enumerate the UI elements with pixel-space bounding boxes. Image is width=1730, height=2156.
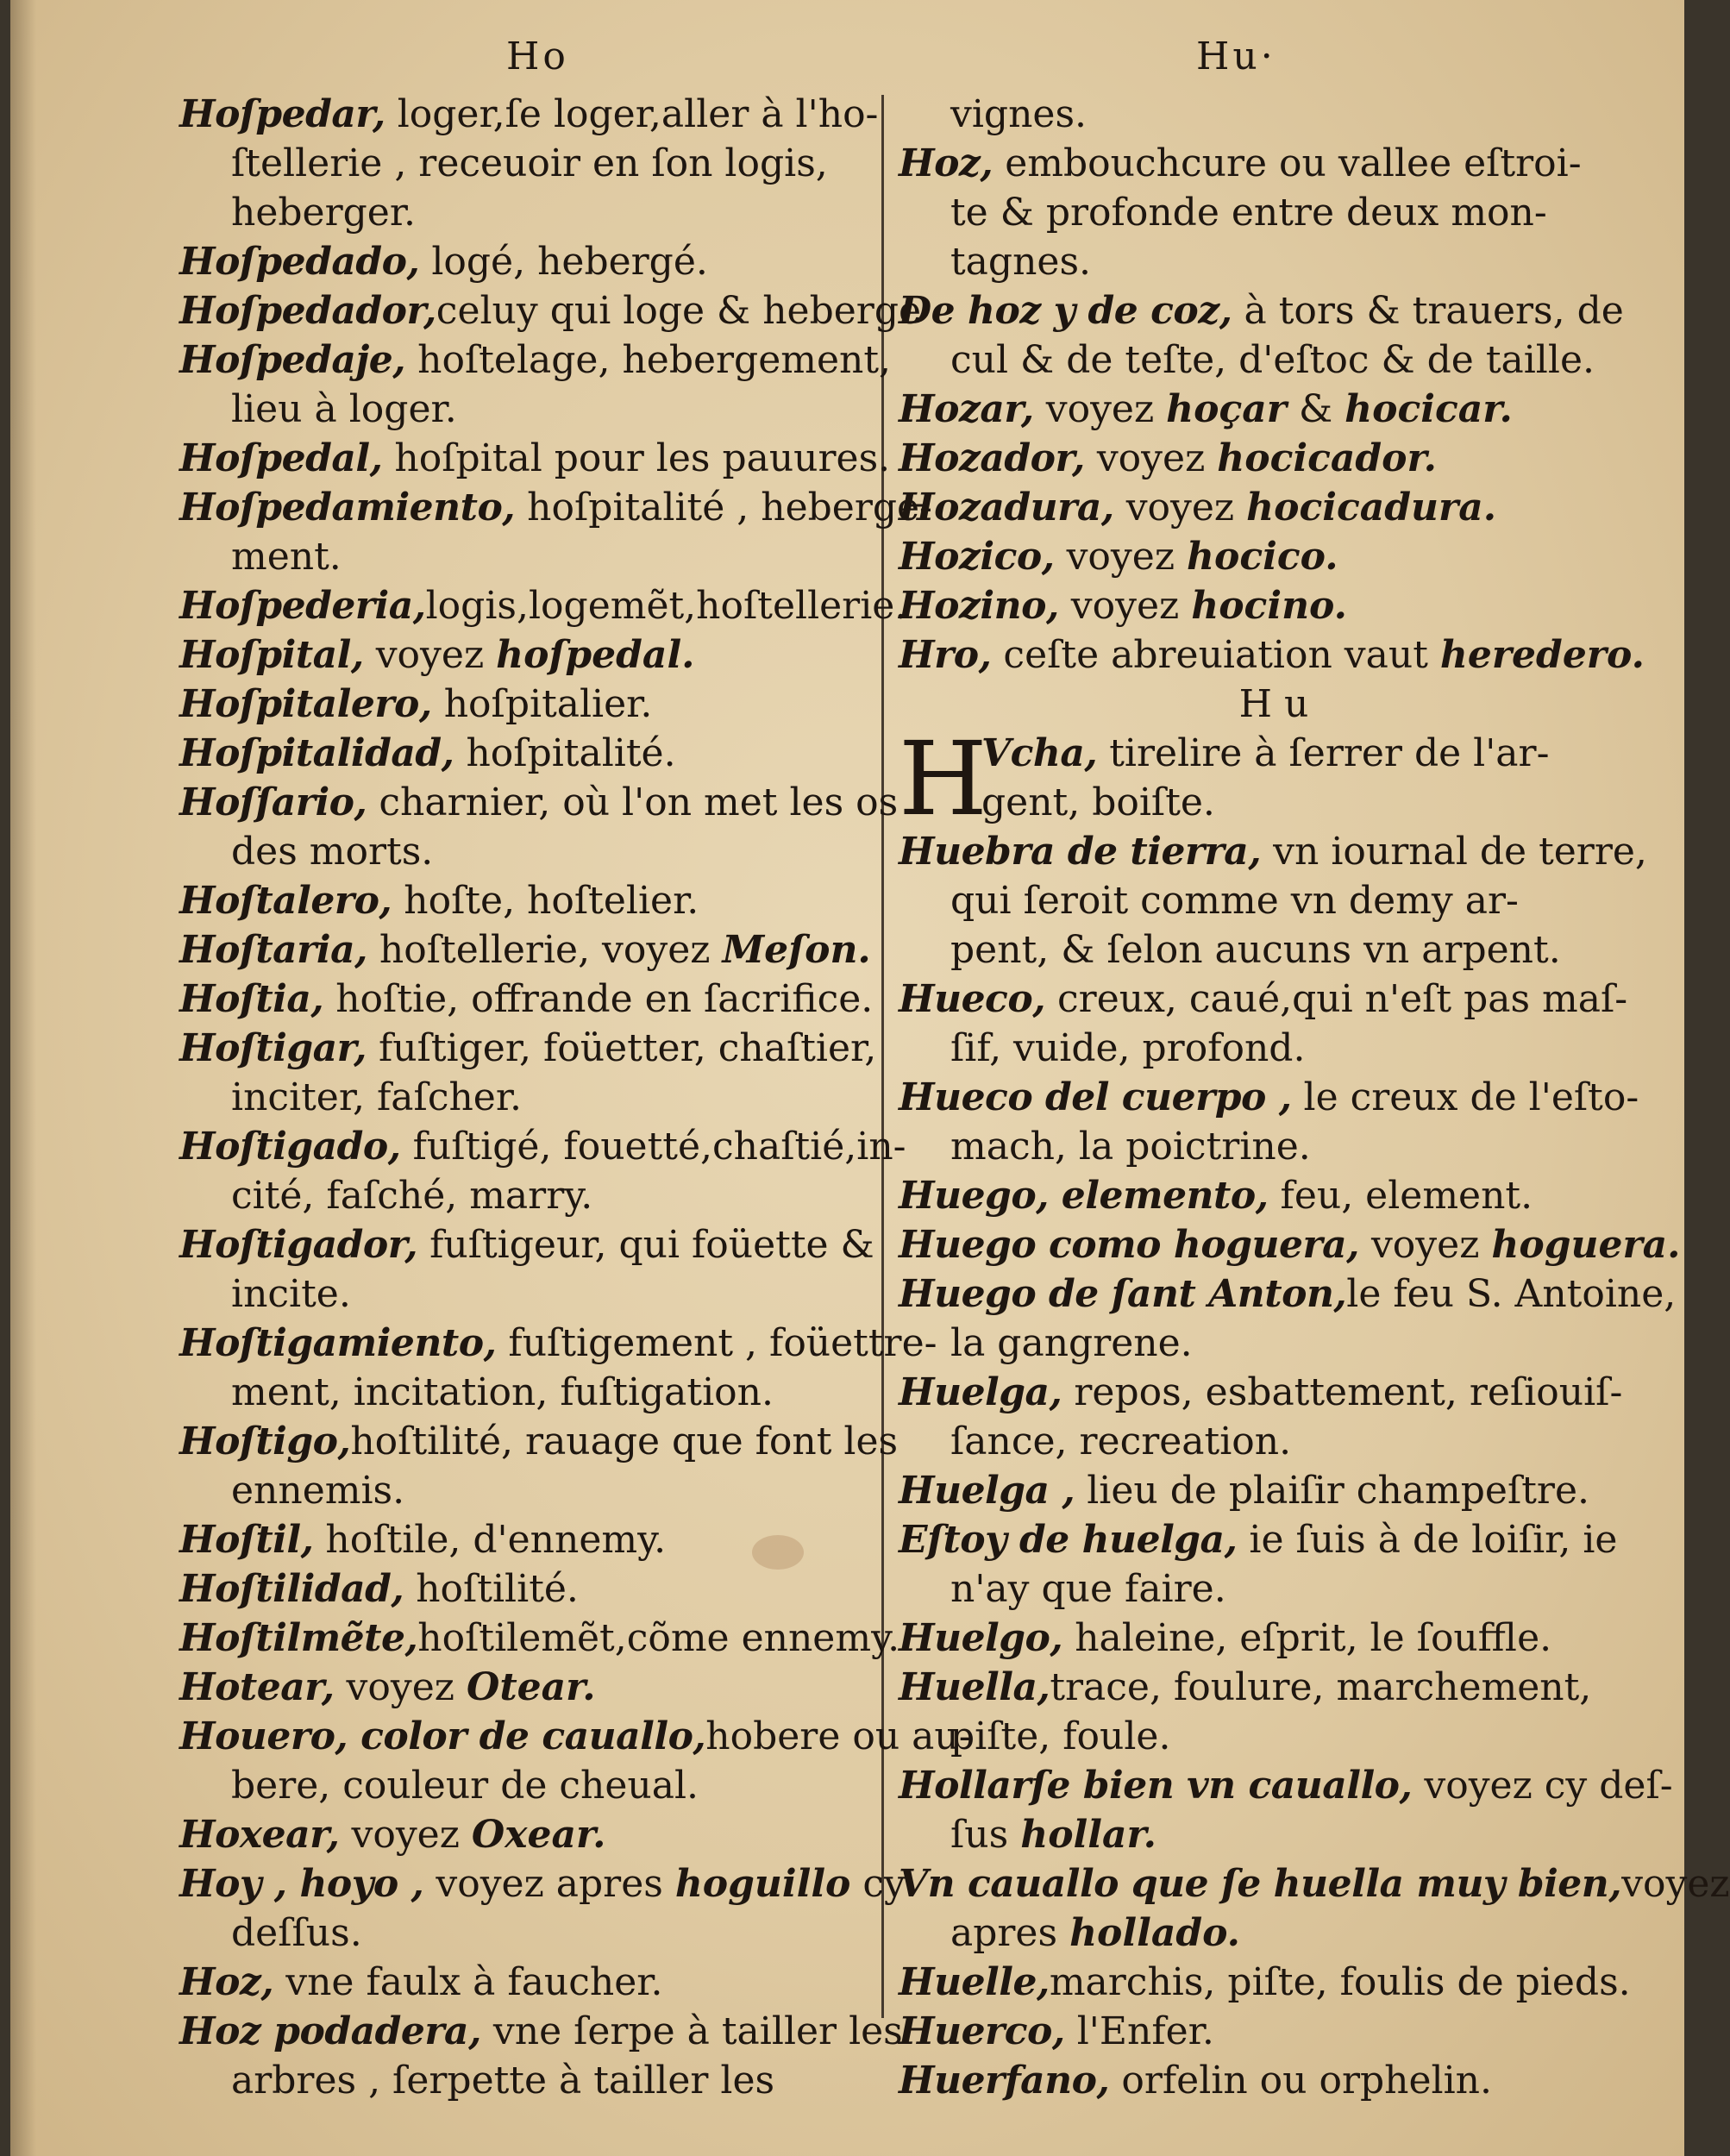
entry (899, 2007, 1649, 2056)
cross-reference: hocicador. (1217, 436, 1437, 480)
entry (899, 1958, 1649, 2007)
definition: voyez (1125, 486, 1235, 530)
definition: logis,logemẽt,hoſtellerie. (425, 584, 907, 628)
headword: Houero, color de cauallo, (179, 1714, 706, 1758)
cross-reference: Oxear. (471, 1813, 606, 1857)
definition: hobere ou au- (705, 1714, 972, 1758)
entry (899, 1515, 1649, 1564)
section-heading: H u (1238, 682, 1309, 726)
definition: marchis, piſte, foulis de pieds. (1049, 1960, 1631, 2004)
cross-reference: hoçar (1166, 387, 1287, 431)
entry (899, 385, 1649, 434)
headword: Hoſpitalero, (179, 682, 432, 726)
definition: hoſtie, offrande en ſacrifice. (335, 977, 874, 1021)
running-head-right: Hu· (1196, 34, 1276, 78)
cross-reference: hoguillo (674, 1862, 851, 1906)
headword: Huebra de tierra, (899, 830, 1262, 874)
headword: Huella, (899, 1665, 1050, 1709)
definition: le feu S. Antoine, (1346, 1272, 1677, 1316)
entry-continuation: cité, faſché, marry. (231, 1174, 593, 1218)
entry-continuation: gent, boiſte. (981, 780, 1215, 824)
entry-continuation: ſtellerie , receuoir en ſon logis, (231, 141, 828, 185)
headword: Hoſtigador, (179, 1223, 418, 1267)
headword: Hoz, (179, 1960, 274, 2004)
entry (899, 532, 1649, 581)
headword: Hoſpedado, (179, 240, 420, 284)
headword: Huego de ſant Anton, (899, 1272, 1347, 1316)
entry-continuation: vignes. (950, 92, 1088, 136)
entry (899, 1614, 1649, 1663)
definition: hoſpitalité , heberge- (527, 486, 932, 530)
headword: Hozico, (899, 535, 1055, 579)
cross-reference: Meſon. (722, 928, 871, 972)
entry (899, 286, 1649, 335)
headword: Huego como hoguera, (899, 1223, 1359, 1267)
entry (179, 1958, 876, 2007)
headword: De hoz y de coz, (899, 289, 1232, 333)
headword: Hoſpedamiento, (179, 486, 516, 530)
entry (179, 630, 876, 680)
definition: embouchcure ou vallee eſtroi- (1005, 141, 1582, 185)
entry (899, 1368, 1649, 1417)
definition: fuſtigé, fouetté,chaſtié,in- (412, 1125, 906, 1169)
entry (179, 1663, 876, 1712)
entry (899, 975, 1649, 1024)
entry-continuation: la gangrene. (950, 1321, 1193, 1365)
entry (179, 581, 907, 630)
definition: voyez (1070, 584, 1180, 628)
entry-continuation: incite. (231, 1272, 351, 1316)
entry (179, 778, 899, 827)
entry-continuation: pent, & ſelon aucuns vn arpent. (950, 928, 1561, 972)
definition: le creux de l'eſto- (1303, 1075, 1639, 1119)
definition: creux, caué,qui n'eſt pas maſ- (1057, 977, 1628, 1021)
headword: Hoſpedador, (179, 289, 436, 333)
headword: Huelga , (899, 1469, 1075, 1513)
headword: Hoſtil, (179, 1518, 314, 1562)
entry (899, 1466, 1649, 1515)
definition: ie ſuis à de loiſir, ie (1249, 1518, 1618, 1562)
entry (179, 237, 876, 286)
cross-reference: hocicadura. (1246, 486, 1497, 530)
entry (179, 1515, 876, 1564)
headword: Hoſtigado, (179, 1125, 401, 1169)
headword: Hoſtigamiento, (179, 1321, 497, 1365)
definition: l'Enfer. (1076, 2009, 1214, 2053)
definition: fuſtigement , foüettre- (508, 1321, 937, 1365)
entry (179, 876, 876, 925)
definition: lieu de plaiſir champeſtre. (1087, 1469, 1589, 1513)
definition: trace, foulure, marchement, (1050, 1665, 1592, 1709)
headword: Hoſpedaje, (179, 338, 406, 382)
definition: voyez (1370, 1223, 1480, 1267)
headword: Hoſpital, (179, 633, 364, 677)
headword: Hoy , hoyo , (179, 1862, 424, 1906)
entry-continuation: ennemis. (231, 1469, 405, 1513)
entry-continuation: deſſus. (231, 1911, 362, 1955)
entry-continuation (899, 1810, 1649, 1859)
definition: vne faulx à faucher. (285, 1960, 663, 2004)
entry-continuation: ſance, recreation. (950, 1420, 1292, 1463)
page-edge-shadow (10, 0, 36, 2156)
definition: haleine, eſprit, le ſouffle. (1075, 1616, 1552, 1660)
entry (899, 483, 1649, 532)
headword: Hozador, (899, 436, 1085, 480)
cross-reference: Otear. (466, 1665, 596, 1709)
headword: Hro, (899, 633, 992, 677)
headword: Hoſtilmẽte, (179, 1616, 418, 1660)
entry (899, 1073, 1649, 1122)
definition: vne ſerpe à tailler les (492, 2009, 903, 2053)
definition: hoſtilemẽt,cõme ennemy. (417, 1616, 900, 1660)
definition: à tors & trauers, de (1244, 289, 1624, 333)
entry (899, 1859, 1730, 1908)
entry-continuation: te & profonde entre deux mon- (950, 191, 1547, 235)
entry (179, 335, 892, 385)
headword: Hoſpedal, (179, 436, 383, 480)
definition: ceſte abreuiation vaut (1003, 633, 1428, 677)
entry-continuation: n'ay que faire. (950, 1567, 1226, 1611)
definition: hoſte, hoſtelier. (404, 879, 699, 923)
entry-continuation: ſif, vuide, profond. (950, 1026, 1306, 1070)
definition: voyez apres (436, 1862, 663, 1906)
headword: Huego, elemento, (899, 1174, 1269, 1218)
headword: Hueco, (899, 977, 1046, 1021)
definition: repos, esbattement, reſiouiſ- (1074, 1370, 1623, 1414)
definition: hoſtilité, rauage que font les (350, 1420, 899, 1463)
definition: hoſpitalité. (466, 731, 676, 775)
headword: Huelga, (899, 1370, 1062, 1414)
entry-continuation: qui ſeroit comme vn demy ar- (950, 879, 1519, 923)
entry-continuation: heberger. (231, 191, 417, 235)
entry-continuation: ment. (231, 535, 342, 579)
definition: apres (950, 1911, 1058, 1955)
entry-continuation: piſte, foule. (950, 1714, 1171, 1758)
definition: hoſtelage, hebergement, (417, 338, 892, 382)
cross-reference: hollado. (1069, 1911, 1240, 1955)
definition: hoſpital pour les pauures. (394, 436, 891, 480)
entry-continuation: lieu à loger. (231, 387, 457, 431)
headword: Hoz, (899, 141, 993, 185)
entry (179, 434, 891, 483)
entry (179, 1122, 906, 1171)
definition: voyez (1621, 1862, 1730, 1906)
headword: Hoſſario, (179, 780, 367, 824)
entry-continuation: cul & de teſte, d'eſtoc & de taille. (950, 338, 1595, 382)
entry (179, 1614, 900, 1663)
headword: Hoſtaria, (179, 928, 367, 972)
entry (179, 1810, 876, 1859)
entry-continuation: des morts. (231, 830, 434, 874)
headword: Hozino, (899, 584, 1059, 628)
entry-continuation: inciter, faſcher. (231, 1075, 523, 1119)
entry (179, 1859, 906, 1908)
headword: Hozar, (899, 387, 1034, 431)
entry (899, 630, 1649, 680)
headword: Huelgo, (899, 1616, 1063, 1660)
entry (179, 1024, 876, 1073)
definition: hoſtilité. (416, 1567, 579, 1611)
cross-reference: hocicar. (1345, 387, 1513, 431)
headword: Hueco del cuerpo , (899, 1075, 1292, 1119)
headword: Hoſpederia, (179, 584, 426, 628)
entry (179, 925, 876, 975)
entry (179, 2007, 903, 2056)
right-column (899, 90, 1730, 2105)
headword: Hoſtilidad, (179, 1567, 404, 1611)
cross-reference: hocino. (1191, 584, 1347, 628)
entry (899, 1171, 1649, 1220)
definition: ſus (950, 1813, 1009, 1857)
headword: Hoſtigo, (179, 1420, 351, 1463)
headword: Vn cauallo que ſe huella muy bien, (899, 1862, 1622, 1906)
entry-continuation: tagnes. (950, 240, 1092, 284)
entry (179, 1417, 899, 1466)
headword: Hoſpedar, (179, 92, 385, 136)
entry (179, 1564, 876, 1614)
entry (899, 139, 1649, 188)
definition: feu, element. (1280, 1174, 1533, 1218)
entry (179, 729, 876, 778)
definition: hoſtellerie, voyez (379, 928, 711, 972)
entry (179, 1319, 937, 1368)
entry (179, 483, 932, 532)
headword: Hoſtigar, (179, 1026, 367, 1070)
headword: Hoſtalero, (179, 879, 392, 923)
definition: vn iournal de terre, (1273, 830, 1647, 874)
definition: hoſtile, d'ennemy. (325, 1518, 667, 1562)
headword: Hollarſe bien vn cauallo, (899, 1764, 1413, 1808)
running-head-left: Ho (506, 34, 569, 78)
headword: Hoſpitalidad, (179, 731, 454, 775)
definition: logé, hebergé. (431, 240, 708, 284)
definition: tirelire à ſerrer de l'ar- (1109, 731, 1550, 775)
definition: voyez (351, 1813, 460, 1857)
dictionary-page (10, 0, 1730, 2156)
headword: Hoſtia, (179, 977, 324, 1021)
headword: Hoxear, (179, 1813, 340, 1857)
definition: voyez (1066, 535, 1175, 579)
entry (899, 581, 1649, 630)
entry (899, 2056, 1649, 2105)
entry-continuation: ment, incitation, fuſtigation. (231, 1370, 774, 1414)
headword: Huelle, (899, 1960, 1050, 2004)
headword: Hotear, (179, 1665, 335, 1709)
definition: voyez cy deſ- (1424, 1764, 1673, 1808)
entry (899, 1269, 1677, 1319)
definition: & (1298, 387, 1333, 431)
definition: voyez (1096, 436, 1206, 480)
drop-capital: H (899, 719, 987, 838)
headword: Huerco, (899, 2009, 1065, 2053)
entry-continuation: mach, la poictrine. (950, 1125, 1311, 1169)
definition: celuy qui loge & heberge (436, 289, 922, 333)
entry-continuation: bere, couleur de cheual. (231, 1764, 699, 1808)
definition: charnier, où l'on met les os (379, 780, 899, 824)
entry (899, 1761, 1673, 1810)
entry (899, 1663, 1649, 1712)
cross-reference: hocico. (1187, 535, 1338, 579)
entry (179, 90, 879, 139)
definition: voyez (375, 633, 485, 677)
headword: Eſtoy de huelga, (899, 1518, 1238, 1562)
headword: Hozadura, (899, 486, 1114, 530)
entry-continuation (899, 1908, 1649, 1958)
definition: loger,ſe loger,aller à l'ho- (397, 92, 879, 136)
entry (179, 680, 876, 729)
definition-tail: cy (862, 1862, 906, 1906)
entry (899, 827, 1649, 876)
entry (179, 286, 922, 335)
cross-reference: hoguera. (1491, 1223, 1681, 1267)
definition: orfelin ou orphelin. (1121, 2059, 1493, 2103)
cross-reference: hollar. (1020, 1813, 1156, 1857)
entry (179, 1220, 876, 1269)
headword: Huerfano, (899, 2059, 1110, 2103)
cross-reference: hoſpedal. (496, 633, 695, 677)
cross-reference: heredero. (1439, 633, 1645, 677)
definition: voyez (1045, 387, 1155, 431)
entry (899, 1220, 1681, 1269)
headword: Hoz podadera, (179, 2009, 481, 2053)
entry (179, 975, 876, 1024)
definition: fuſtiger, foüetter, chaſtier, (378, 1026, 877, 1070)
headword: Vcha, (981, 731, 1098, 775)
entry (179, 1712, 972, 1761)
definition: fuſtigeur, qui foüette & (429, 1223, 874, 1267)
entry-continuation: arbres , ſerpette à tailler les (231, 2059, 775, 2103)
definition: voyez (346, 1665, 454, 1709)
entry (899, 434, 1649, 483)
definition: hoſpitalier. (443, 682, 653, 726)
